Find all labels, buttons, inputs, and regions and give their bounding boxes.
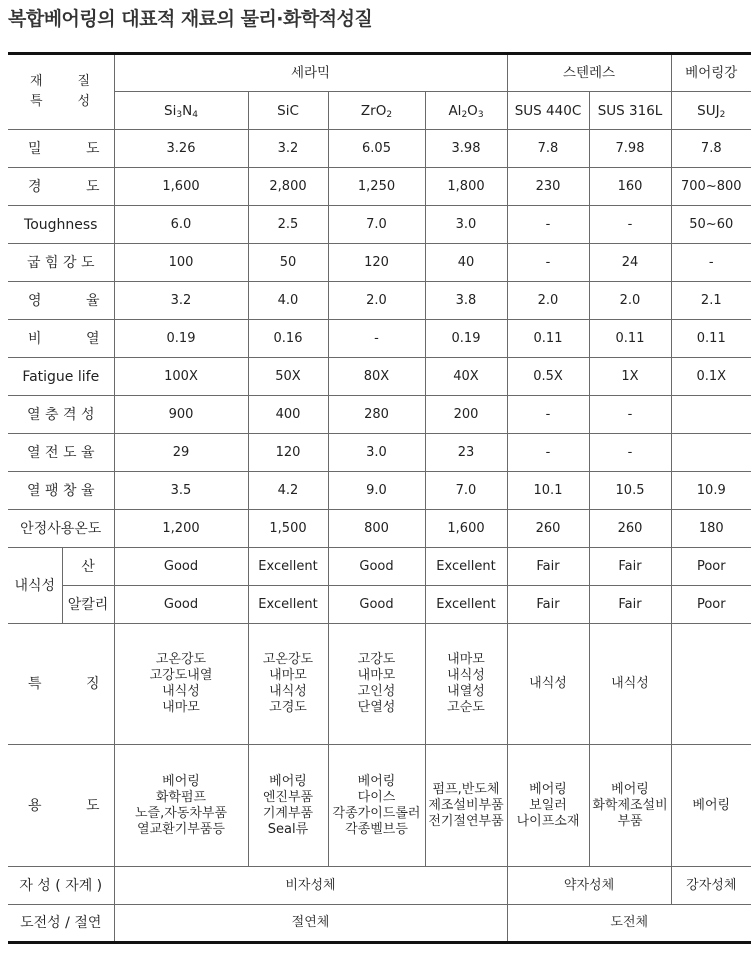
corrosion-label: 내식성 — [8, 548, 62, 624]
row-corrosion-alkali — [8, 586, 751, 624]
row-label: 자 성 ( 자계 ) — [8, 867, 114, 905]
cell: 9.0 — [328, 472, 425, 510]
cell: 0.1X — [671, 358, 751, 396]
cell: 400 — [248, 396, 328, 434]
row-label: 열 팽 창 율 — [8, 472, 114, 510]
cell: 2.0 — [589, 282, 671, 320]
row-label: 도전성 / 절연 — [8, 905, 114, 943]
cell: Fair — [589, 586, 671, 624]
cell: - — [507, 206, 589, 244]
row-specific-heat — [8, 320, 751, 358]
cell: 2.5 — [248, 206, 328, 244]
cell: 3.5 — [114, 472, 248, 510]
cell: 160 — [589, 168, 671, 206]
row-youngs-modulus — [8, 282, 751, 320]
row-label: 밀 도 — [8, 130, 114, 168]
row-label: 용 도 — [8, 745, 114, 867]
cell: 0.19 — [425, 320, 507, 358]
cell: Excellent — [248, 586, 328, 624]
cell: 절연체 — [114, 905, 507, 943]
material-al2o3: $Al_2O_3$ — [425, 92, 507, 130]
cell: 3.98 — [425, 130, 507, 168]
cell: 고온강도 내마모 내식성 고경도 — [248, 624, 328, 745]
cell: 1,200 — [114, 510, 248, 548]
cell: 260 — [507, 510, 589, 548]
cell: Excellent — [425, 548, 507, 586]
material-sic: SiC — [248, 92, 328, 130]
row-label: 특 징 — [8, 624, 114, 745]
cell: 펌프,반도체 제조설비부품 전기절연부품 — [425, 745, 507, 867]
cell: 100 — [114, 244, 248, 282]
cell: 비자성체 — [114, 867, 507, 905]
header-group-row — [8, 54, 751, 92]
cell: 3.2 — [248, 130, 328, 168]
cell: 80X — [328, 358, 425, 396]
cell: - — [589, 396, 671, 434]
alkali-label: 알칼리 — [62, 586, 114, 624]
cell: - — [589, 434, 671, 472]
cell: 베어링 화학제조설비 부품 — [589, 745, 671, 867]
material-si3n4: $Si_3N_4$ — [114, 92, 248, 130]
cell: 베어링 — [671, 745, 751, 867]
cell: 40X — [425, 358, 507, 396]
cell: 1,250 — [328, 168, 425, 206]
cell: Good — [328, 586, 425, 624]
cell: 3.0 — [328, 434, 425, 472]
cell: 900 — [114, 396, 248, 434]
cell — [671, 624, 751, 745]
material-sus316l: SUS 316L — [589, 92, 671, 130]
cell: 0.11 — [589, 320, 671, 358]
row-bending-strength — [8, 244, 751, 282]
cell: - — [671, 244, 751, 282]
cell: 120 — [328, 244, 425, 282]
cell: 800 — [328, 510, 425, 548]
row-thermal-conductivity — [8, 434, 751, 472]
cell: 50 — [248, 244, 328, 282]
cell: 내마모 내식성 내열성 고순도 — [425, 624, 507, 745]
cell: - — [589, 206, 671, 244]
cell: 230 — [507, 168, 589, 206]
row-conductivity — [8, 905, 751, 943]
row-toughness — [8, 206, 751, 244]
cell: 내식성 — [507, 624, 589, 745]
cell: Excellent — [248, 548, 328, 586]
cell: 3.26 — [114, 130, 248, 168]
cell: 23 — [425, 434, 507, 472]
row-label: Fatigue life — [8, 358, 114, 396]
cell: 7.0 — [425, 472, 507, 510]
cell: Fair — [589, 548, 671, 586]
row-label: 굽 힘 강 도 — [8, 244, 114, 282]
row-label: 열 충 격 성 — [8, 396, 114, 434]
cell: 10.9 — [671, 472, 751, 510]
cell: 3.8 — [425, 282, 507, 320]
cell: 2.0 — [328, 282, 425, 320]
cell: Good — [114, 548, 248, 586]
cell: 2.1 — [671, 282, 751, 320]
row-hardness — [8, 168, 751, 206]
material-sus440c: SUS 440C — [507, 92, 589, 130]
row-label: 안정사용온도 — [8, 510, 114, 548]
cell: 강자성체 — [671, 867, 751, 905]
page-title: 복합베어링의 대표적 재료의 물리·화학적성질 — [8, 8, 373, 30]
cell: 7.98 — [589, 130, 671, 168]
row-label: 경 도 — [8, 168, 114, 206]
cell: Good — [328, 548, 425, 586]
cell: 내식성 — [589, 624, 671, 745]
cell: 1,800 — [425, 168, 507, 206]
cell: 1,600 — [425, 510, 507, 548]
cell: 베어링 화학펌프 노즐,자동차부품 열교환기부품등 — [114, 745, 248, 867]
row-label: 열 전 도 율 — [8, 434, 114, 472]
cell: 0.16 — [248, 320, 328, 358]
cell: 베어링 엔진부품 기계부품 Seal류 — [248, 745, 328, 867]
cell: 2,800 — [248, 168, 328, 206]
cell: Fair — [507, 586, 589, 624]
row-label: Toughness — [8, 206, 114, 244]
cell: 260 — [589, 510, 671, 548]
cell: 10.5 — [589, 472, 671, 510]
cell: - — [328, 320, 425, 358]
cell: 4.0 — [248, 282, 328, 320]
cell: 200 — [425, 396, 507, 434]
cell: Excellent — [425, 586, 507, 624]
row-label: 비 열 — [8, 320, 114, 358]
header-corner: 재 질 특 성 — [8, 54, 114, 130]
cell: - — [507, 244, 589, 282]
cell: 50~60 — [671, 206, 751, 244]
group-stainless: 스텐레스 — [507, 54, 671, 92]
cell: 6.0 — [114, 206, 248, 244]
cell: 180 — [671, 510, 751, 548]
row-density — [8, 130, 751, 168]
row-fatigue-life — [8, 358, 751, 396]
cell — [671, 434, 751, 472]
cell: 베어링 보일러 나이프소재 — [507, 745, 589, 867]
cell: 10.1 — [507, 472, 589, 510]
cell: Poor — [671, 548, 751, 586]
cell: 도전체 — [507, 905, 751, 943]
cell: 0.11 — [671, 320, 751, 358]
cell: 0.11 — [507, 320, 589, 358]
cell — [671, 396, 751, 434]
cell: Fair — [507, 548, 589, 586]
cell: 1,500 — [248, 510, 328, 548]
cell: 0.5X — [507, 358, 589, 396]
cell: 120 — [248, 434, 328, 472]
header-material-row — [8, 92, 751, 130]
cell: 700~800 — [671, 168, 751, 206]
cell: 280 — [328, 396, 425, 434]
row-thermal-shock — [8, 396, 751, 434]
material-suj2: $SUJ_2$ — [671, 92, 751, 130]
cell: 2.0 — [507, 282, 589, 320]
cell: Good — [114, 586, 248, 624]
row-service-temperature — [8, 510, 751, 548]
cell: 7.8 — [507, 130, 589, 168]
cell: 약자성체 — [507, 867, 671, 905]
cell: - — [507, 396, 589, 434]
group-ceramic: 세라믹 — [114, 54, 507, 92]
cell: 1X — [589, 358, 671, 396]
material-zro2: ZrO$_2$ — [328, 92, 425, 130]
cell: 고온강도 고강도내열 내식성 내마모 — [114, 624, 248, 745]
cell: 3.0 — [425, 206, 507, 244]
cell: 고강도 내마모 고인성 단열성 — [328, 624, 425, 745]
acid-label: 산 — [62, 548, 114, 586]
cell: 24 — [589, 244, 671, 282]
row-corrosion-acid — [8, 548, 751, 586]
row-label: 영 율 — [8, 282, 114, 320]
cell: 베어링 다이스 각종가이드롤러 각종벨브등 — [328, 745, 425, 867]
cell: 40 — [425, 244, 507, 282]
cell: 7.8 — [671, 130, 751, 168]
row-thermal-expansion — [8, 472, 751, 510]
row-magnetism — [8, 867, 751, 905]
cell: 6.05 — [328, 130, 425, 168]
cell: Poor — [671, 586, 751, 624]
cell: 4.2 — [248, 472, 328, 510]
cell: 29 — [114, 434, 248, 472]
cell: 1,600 — [114, 168, 248, 206]
cell: 100X — [114, 358, 248, 396]
row-features — [8, 624, 751, 745]
cell: 3.2 — [114, 282, 248, 320]
cell: 7.0 — [328, 206, 425, 244]
properties-table — [8, 52, 751, 944]
cell: - — [507, 434, 589, 472]
group-bearing-steel: 베어링강 — [671, 54, 751, 92]
cell: 0.19 — [114, 320, 248, 358]
cell: 50X — [248, 358, 328, 396]
row-uses — [8, 745, 751, 867]
